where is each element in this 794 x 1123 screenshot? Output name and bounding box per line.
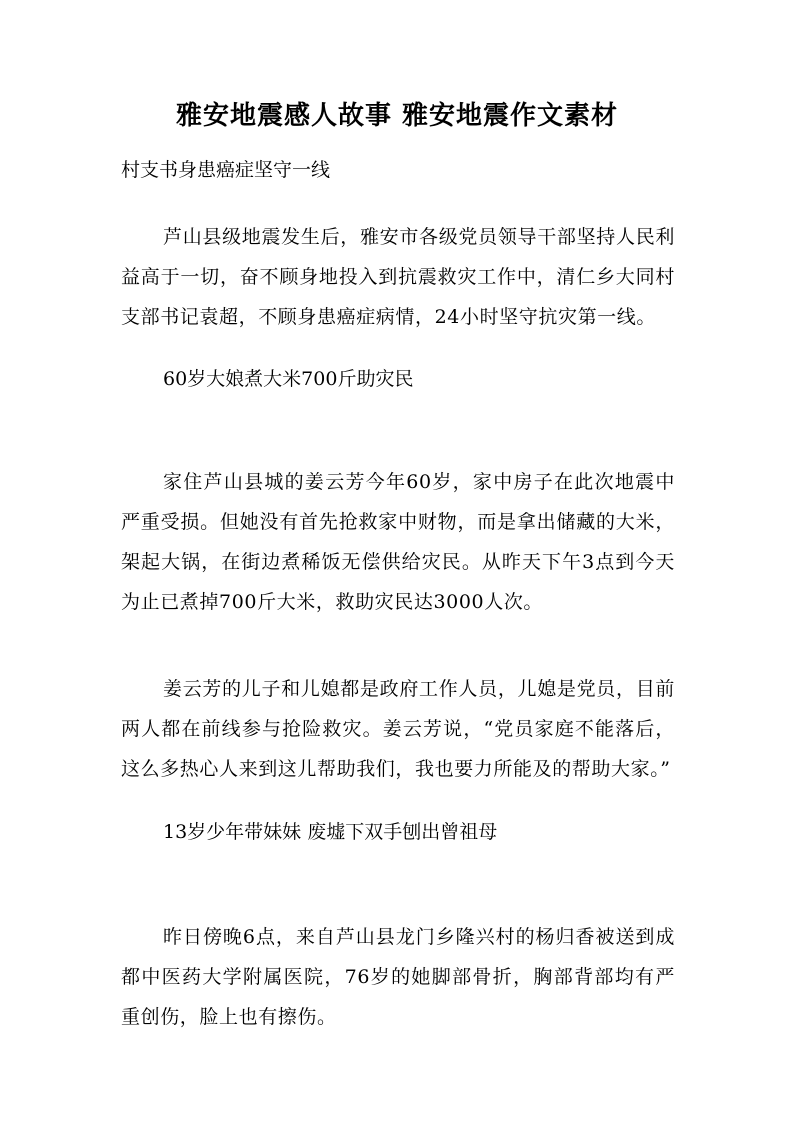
paragraph-2: 家住芦山县城的姜云芳今年60岁，家中房子在此次地震中严重受损。但她没有首先抢救家中财物，而是拿出储藏的大米，架起大锅，在街边煮稀饭无偿供给灾民。从昨天下午3点到今天为止已煮掉700斤大米，救助灾民达3000人次。 bbox=[121, 471, 675, 613]
story-heading-1: 60岁大娘煮大米700斤助灾民 bbox=[163, 368, 414, 390]
paragraph-4: 昨日傍晚6点，来自芦山县龙门乡隆兴村的杨归香被送到成都中医药大学附属医院，76岁的她脚部骨折，胸部背部均有严重创伤，脸上也有擦伤。 bbox=[121, 926, 675, 1028]
section-subhead: 村支书身患癌症坚守一线 bbox=[121, 159, 331, 181]
paragraph-1: 芦山县级地震发生后，雅安市各级党员领导干部坚持人民利益高于一切，奋不顾身地投入到抗震救灾工作中，清仁乡大同村支部书记袁超，不顾身患癌症病情，24小时坚守抗灾第一线。 bbox=[121, 226, 675, 328]
story-heading-2: 13岁少年带妹妹 废墟下双手刨出曾祖母 bbox=[163, 821, 498, 843]
paragraph-3: 姜云芳的儿子和儿媳都是政府工作人员，儿媳是党员，目前两人都在前线参与抢险救灾。姜云芳说，“党员家庭不能落后，这么多热心人来到这儿帮助我们，我也要力所能及的帮助大家。” bbox=[121, 678, 675, 780]
document-title: 雅安地震感人故事 雅安地震作文素材 bbox=[175, 101, 619, 131]
